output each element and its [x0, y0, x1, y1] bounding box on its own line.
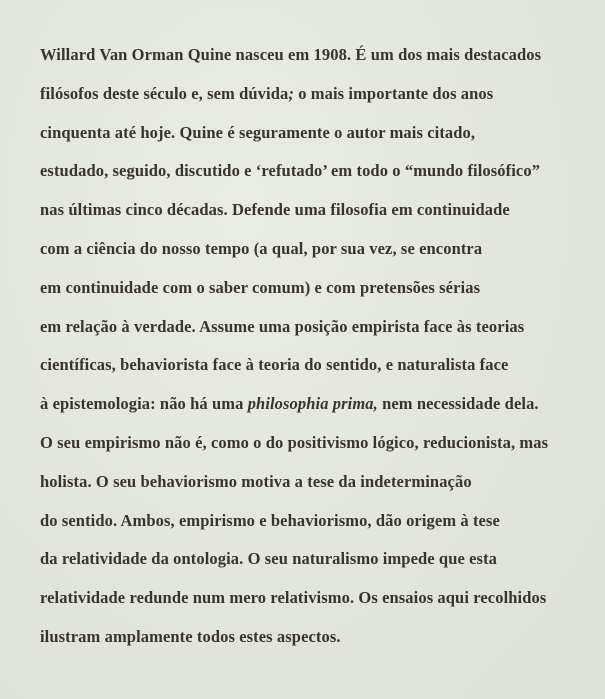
text-line: [40, 152, 580, 191]
text-line: [40, 502, 580, 541]
italic-segment: ;: [288, 83, 294, 103]
text-line: [40, 191, 580, 230]
text-segment: do sentido. Ambos, empirismo e behaviorismo, dão origem à tese: [40, 510, 500, 530]
text-segment: científicas, behaviorista face à teoria do sentido, e naturalista face: [40, 355, 509, 375]
text-line: [40, 114, 580, 153]
text-segment: da relatividade da ontologia. O seu naturalismo impede que esta: [40, 549, 498, 569]
body-text: [40, 36, 580, 657]
text-segment: relatividade redunde num mero relativismo. Os ensaios aqui recolhidos: [40, 588, 547, 608]
italic-segment: philosophia prima,: [247, 394, 378, 414]
text-segment: estudado, seguido, discutido e ‘refutado’ em todo o “mundo filosófico”: [40, 161, 541, 181]
text-segment: com a ciência do nosso tempo (a qual, por sua vez, se encontra: [40, 238, 483, 258]
text-segment: O seu empirismo não é, como o do positivismo lógico, reducionista, mas: [40, 432, 549, 452]
text-segment: em continuidade com o saber comum) e com pretensões sérias: [40, 277, 481, 297]
text-line: [40, 618, 580, 657]
text-segment: cinquenta até hoje. Quine é seguramente o autor mais citado,: [40, 122, 476, 142]
text-line: [40, 385, 580, 424]
text-segment: filósofos deste século e, sem dúvida: [40, 83, 289, 103]
text-line: [40, 346, 580, 385]
text-segment: nas últimas cinco décadas. Defende uma filosofia em continuidade: [40, 200, 510, 220]
text-line: [40, 579, 580, 618]
text-line: [40, 308, 580, 347]
text-segment: à epistemologia: não há uma: [40, 394, 248, 414]
text-line: [40, 424, 580, 463]
text-segment: em relação à verdade. Assume uma posição empirista face às teorias: [40, 316, 525, 336]
text-segment: nem necessidade dela.: [377, 394, 539, 414]
text-line: [40, 75, 580, 114]
text-segment: ilustram amplamente todos estes aspectos.: [40, 626, 341, 646]
text-line: [40, 269, 580, 308]
text-line: [40, 463, 580, 502]
text-line: [40, 36, 580, 75]
text-line: [40, 540, 580, 579]
text-segment: holista. O seu behaviorismo motiva a tese da indeterminação: [40, 471, 472, 491]
text-segment: o mais importante dos anos: [293, 83, 494, 103]
text-line: [40, 230, 580, 269]
text-segment: Willard Van Orman Quine nasceu em 1908. É um dos mais destacados: [40, 45, 542, 64]
